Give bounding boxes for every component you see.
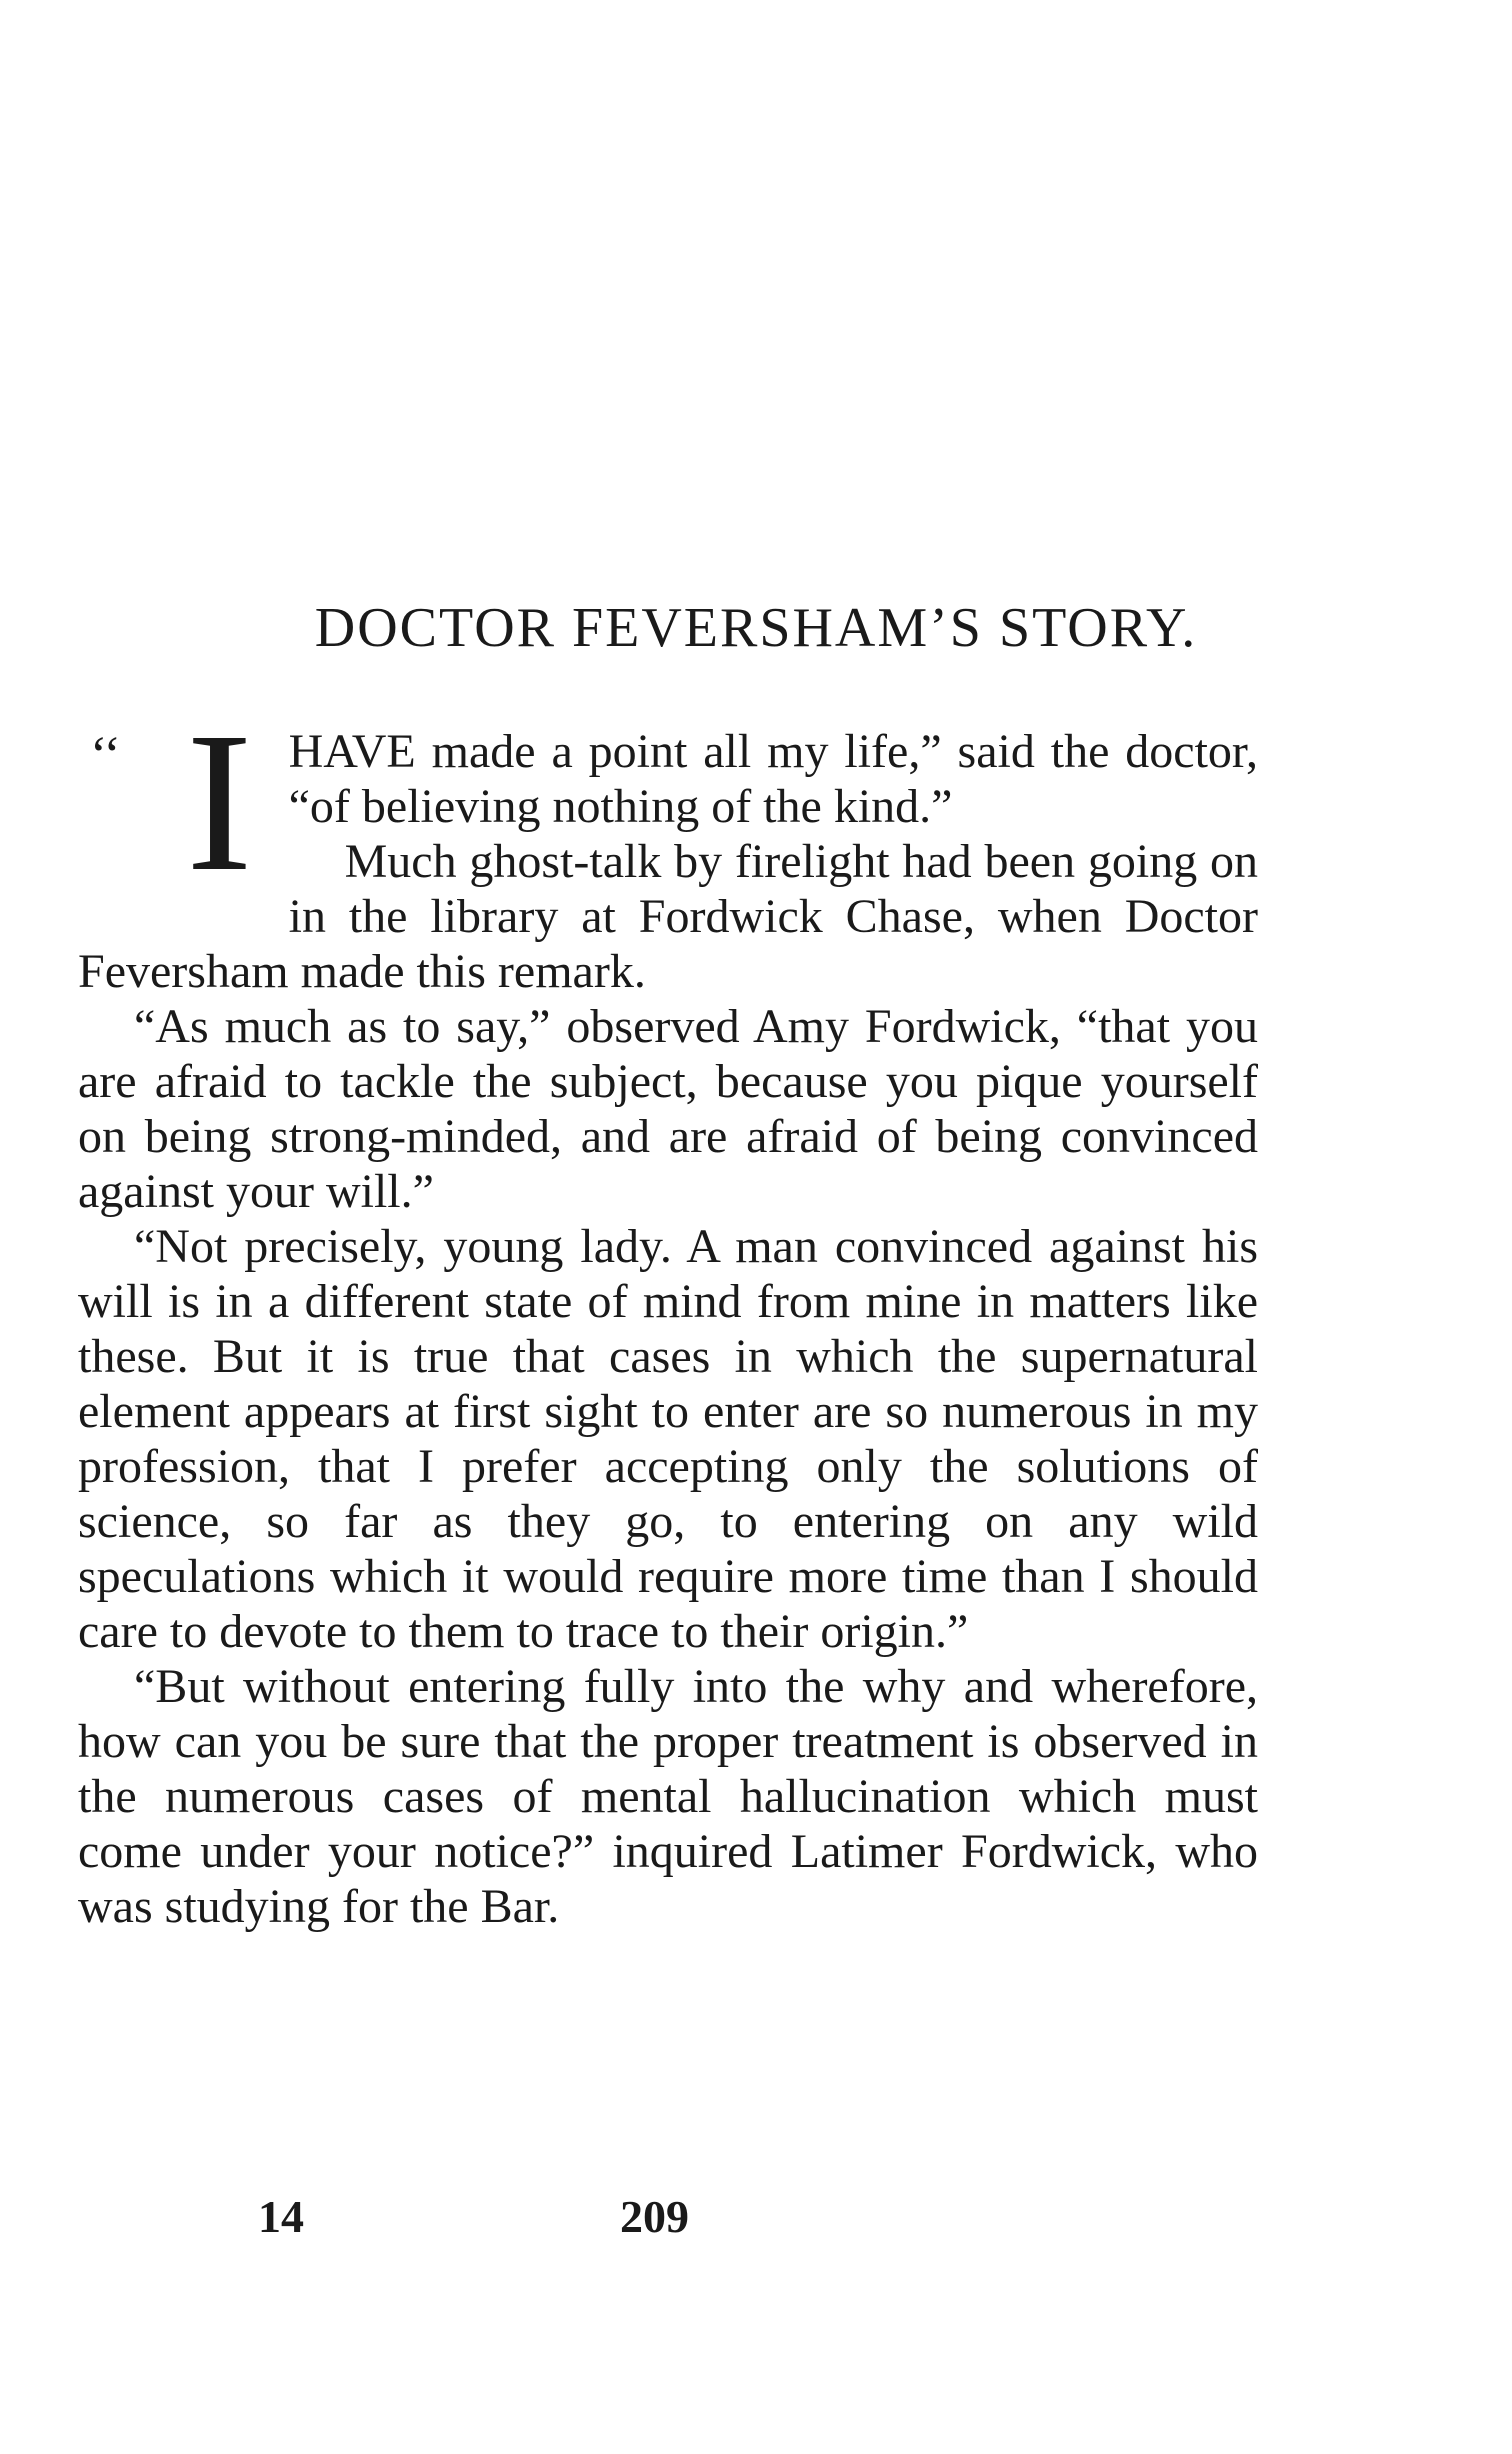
page-number: 209 [620, 2191, 689, 2242]
paragraph-4: “But without entering fully into the why and wherefore, how can you be sure that the proper treatment is observed in the numerous cases of mental hallucination which must come under your notice?” inquired Latimer Fordwick, who was studying for the Bar. [78, 1660, 1258, 1933]
paragraph-1: Much ghost-talk by firelight had been going on in the library at Fordwick Chase, when Doctor Feversham made this remark. [78, 835, 1258, 998]
body-text [78, 692, 1258, 1934]
chapter-title: DOCTOR FEVERSHAM’S STORY. [314, 597, 1198, 659]
signature-mark: 14 [258, 2191, 304, 2242]
drop-cap: I [186, 692, 253, 913]
opening-paragraph [78, 692, 1258, 913]
paragraph-2: “As much as to say,” observed Amy Fordwick, “that you are afraid to tackle the subject, because you pique yourself on being strong-minded, and are afraid of being convinced against your will.” [78, 1000, 1258, 1218]
opening-text: HAVE made a point all my life,” said the doctor, “of believing nothing of the kind.” [288, 725, 1258, 833]
opening-quote-mark: ‘‘ [90, 727, 121, 784]
paragraph-3: “Not precisely, young lady. A man convinced against his will is in a different state of mind from mine in matters like these. But it is true that cases in which the supernatural element appears at first sight to enter are so numerous in my profession, that I prefer accepting only the solutions of science, so far as they go, to entering on any wild speculations which it would require more time than I should care to devote to them to trace to their origin.” [78, 1220, 1258, 1658]
page-footer [0, 2190, 1512, 2250]
